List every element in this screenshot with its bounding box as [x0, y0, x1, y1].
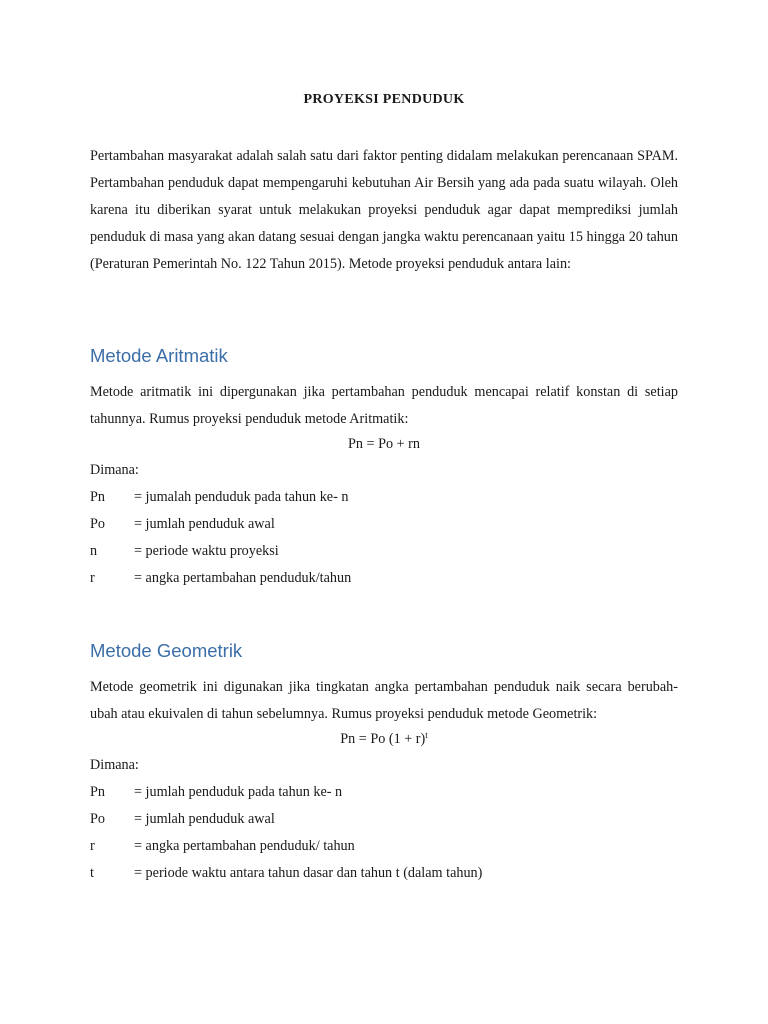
aritmatik-var-def: = jumalah penduduk pada tahun ke- n — [134, 489, 349, 505]
geometrik-var-name: t — [90, 865, 94, 881]
aritmatik-var-name: Pn — [90, 489, 105, 505]
geometrik-description: Metode geometrik ini digunakan jika tingkatan angka pertambahan penduduk naik secara berubah-ubah atau ekuivalen di tahun sebelumnya. Rumus proyeksi penduduk metode Geometrik: — [90, 679, 678, 722]
heading-metode-geometrik: Metode Geometrik — [90, 640, 243, 661]
intro-paragraph: Pertambahan masyarakat adalah salah satu dari faktor penting didalam melakukan perencanaan SPAM. Pertambahan penduduk dapat mempengaruhi kebutuhan Air Bersih yang ada pada suatu wilayah. Oleh karena itu diberikan syarat untuk melakukan proyeksi penduduk agar dapat memprediksi jumlah penduduk di masa yang akan datang sesuai dengan jangka waktu perencanaan yaitu 15 hingga 20 tahun (Peraturan Pemerintah No. 122 Tahun 2015). Metode proyeksi penduduk antara lain: — [90, 148, 678, 272]
aritmatik-var-def: = jumlah penduduk awal — [134, 516, 275, 532]
aritmatik-description: Metode aritmatik ini dipergunakan jika pertambahan penduduk mencapai relatif konstan di setiap tahunnya. Rumus proyeksi penduduk metode Aritmatik: — [90, 384, 678, 427]
geometrik-dimana: Dimana: — [90, 757, 139, 773]
geometrik-var-name: Pn — [90, 784, 105, 800]
geometrik-var-def: = jumlah penduduk awal — [134, 811, 275, 827]
geometrik-var-def: = periode waktu antara tahun dasar dan tahun t (dalam tahun) — [134, 865, 483, 881]
geometrik-var-def: = angka pertambahan penduduk/ tahun — [134, 838, 355, 854]
aritmatik-var-name: r — [90, 570, 95, 586]
document-title: PROYEKSI PENDUDUK — [303, 92, 465, 107]
aritmatik-var-def: = angka pertambahan penduduk/tahun — [134, 570, 352, 586]
geometrik-formula-base: Pn = Po (1 + r) — [340, 731, 426, 747]
aritmatik-var-name: n — [90, 543, 98, 559]
geometrik-var-name: Po — [90, 811, 105, 827]
aritmatik-var-def: = periode waktu proyeksi — [134, 543, 279, 559]
aritmatik-formula: Pn = Po + rn — [348, 436, 420, 452]
aritmatik-dimana: Dimana: — [90, 462, 139, 478]
aritmatik-var-name: Po — [90, 516, 105, 532]
geometrik-var-def: = jumlah penduduk pada tahun ke- n — [134, 784, 343, 800]
geometrik-var-name: r — [90, 838, 95, 854]
geometrik-formula-exponent: t — [425, 730, 428, 740]
heading-metode-aritmatik: Metode Aritmatik — [90, 345, 228, 366]
geometrik-formula — [0, 730, 768, 748]
